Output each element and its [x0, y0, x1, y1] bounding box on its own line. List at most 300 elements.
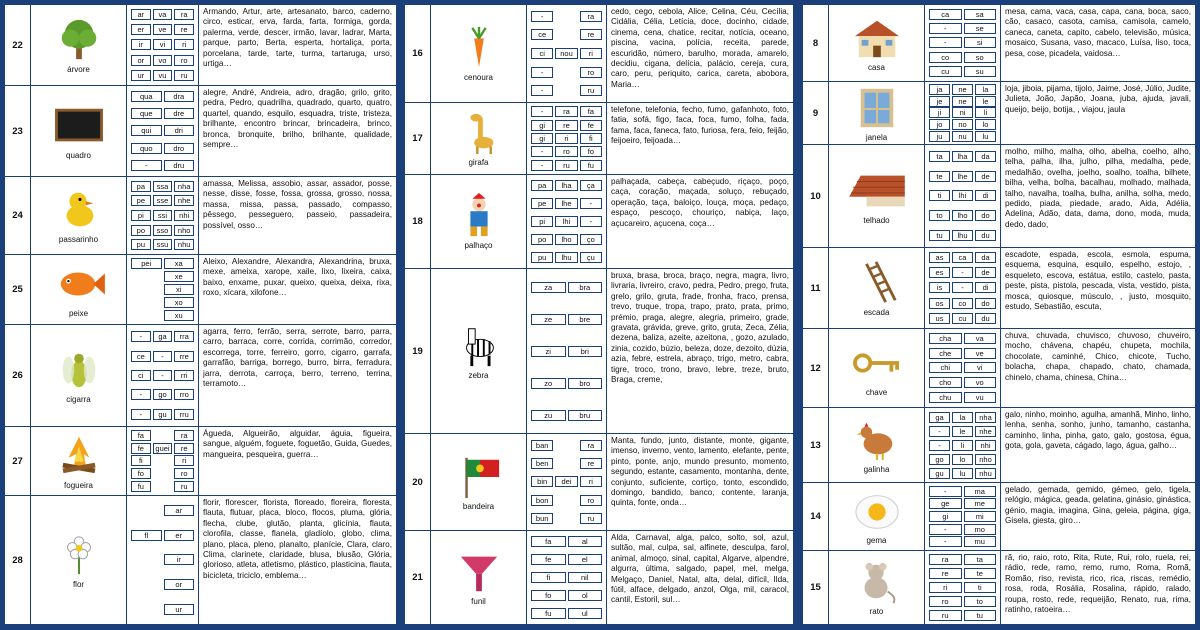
- syllable-line: [928, 582, 997, 593]
- syllable-line: [130, 39, 195, 50]
- syllable-cell: ju: [929, 131, 950, 142]
- syllable-grid: [925, 408, 1001, 482]
- picture-cell: [30, 496, 127, 624]
- syllable-line: [130, 455, 195, 466]
- syllable-cell: rro: [174, 389, 194, 400]
- syllable-cell: sso: [153, 225, 173, 236]
- syllable-cell: nha: [975, 412, 996, 423]
- lesson-number: 18: [412, 216, 423, 227]
- syllable-cell: -: [531, 67, 553, 78]
- picture-cell: [30, 86, 127, 176]
- syllable-cell: vu: [153, 70, 173, 81]
- syllable-line: [130, 225, 195, 236]
- syllable-cell: ti: [964, 582, 997, 593]
- syllable-cell: ci: [531, 48, 553, 59]
- syllable-cell: gi: [531, 120, 553, 131]
- syllable-cell: si: [964, 37, 997, 48]
- syllable-line: [928, 486, 997, 497]
- lesson-row: [5, 427, 396, 496]
- lesson-number: 15: [810, 582, 821, 593]
- syllable-cell: te: [964, 568, 997, 579]
- syllable-grid: [527, 269, 607, 433]
- picture-cell: [828, 329, 925, 407]
- syllable-cell: -: [929, 23, 962, 34]
- syllable-cell: -: [131, 389, 151, 400]
- syllable-cell: rre: [174, 351, 194, 362]
- word-list: galo, ninho, moinho, agulha, amanhã, Minho, linho, lenha, senha, sonho, junho, tamanho, castanha, caminho, linha, pinha, gato, galo, gostosa, égua, gota, gola, gaveta, cágado, lago, água, galho…: [1005, 410, 1191, 451]
- syllable-cell: sse: [153, 195, 173, 206]
- word-list: agarra, ferro, ferrão, serra, serrote, barro, parra, carro, barraca, corre, corrida, corrimão, corredor, escorrega, torre, ferreiro, gorro, cigarro, garrafa, garrafão, barriga, borrego, burro, birra, ferradura, jarra, derrota, carroça, berro, terreno, terrina, terramoto…: [203, 327, 392, 389]
- syllable-cell: nhi: [174, 210, 194, 221]
- lesson-row: [405, 103, 793, 175]
- syllable-line: [530, 410, 603, 421]
- lesson-row: [803, 483, 1195, 551]
- syllable-cell: or: [131, 55, 151, 66]
- picture-cell: [30, 5, 127, 85]
- syllable-line: [530, 495, 603, 506]
- picture-label: telhado: [863, 215, 890, 225]
- lesson-row: [803, 145, 1195, 248]
- syllable-cell: co: [929, 52, 962, 63]
- syllable-cell: li: [975, 107, 996, 118]
- syllable-cell: te: [929, 171, 950, 182]
- lesson-number: 10: [810, 190, 821, 202]
- word-list: palhaçada, cabeça, cabeçudo, riçaço, poço, caça, coração, maçada, soluço, rebuçado, operação, taça, baloiço, louça, moça, pedaço, espaço, pescoço, chouriço, nabiça, laço, açucareiro, açucena, coça…: [611, 177, 789, 228]
- syllable-cell: [131, 297, 162, 308]
- syllable-cell: ru: [555, 160, 577, 171]
- syllable-line: [530, 554, 603, 565]
- syllable-cell: fu: [531, 608, 566, 619]
- syllable-line: [928, 333, 997, 344]
- syllable-line: [530, 216, 603, 227]
- syllable-line: [130, 481, 195, 492]
- syllable-cell: -: [531, 146, 553, 157]
- syllable-line: [130, 239, 195, 250]
- syllable-line: [928, 107, 997, 118]
- key-icon: [846, 340, 908, 386]
- syllable-line: [130, 143, 195, 154]
- cicada-icon: [48, 347, 110, 393]
- syllable-line: [130, 9, 195, 20]
- syllable-cell: [131, 284, 162, 295]
- syllable-line: [130, 24, 195, 35]
- syllable-cell: go: [929, 454, 950, 465]
- syllable-cell: re: [174, 443, 194, 454]
- syllable-cell: lu: [975, 131, 996, 142]
- syllable-cell: nhu: [975, 468, 996, 479]
- lesson-row: [803, 408, 1195, 483]
- syllable-cell: nil: [568, 572, 603, 583]
- lesson-number: 25: [12, 284, 23, 295]
- syllable-cell: fu: [131, 481, 151, 492]
- syllable-cell: pei: [131, 258, 162, 269]
- syllable-grid: [925, 329, 1001, 407]
- syllable-cell: us: [929, 313, 950, 324]
- syllable-cell: ta: [929, 151, 950, 162]
- syllable-cell: dri: [164, 125, 195, 136]
- syllable-cell: lhi: [555, 216, 577, 227]
- ladder-icon: [846, 260, 908, 306]
- syllable-cell: dru: [164, 160, 195, 171]
- word-list: alegre, André, Andreia, adro, dragão, grilo, grito, pedra, Pedro, quadrilha, quadrado, quarto, quatro, quartel, quando, esquilo, esquadra, triste, tristeza, brilhante, encontro brincar, brincadeira, brinco, bronca, bronquite, brilho, brilhante, qualidade, sempre…: [203, 88, 392, 150]
- syllable-line: [130, 554, 195, 565]
- syllable-cell: su: [964, 66, 997, 77]
- syllable-cell: [131, 505, 162, 516]
- lesson-number: 17: [412, 133, 423, 144]
- flag-icon: [448, 454, 510, 500]
- syllable-cell: re: [929, 568, 962, 579]
- syllable-cell: fa: [131, 430, 151, 441]
- syllable-cell: bro: [568, 378, 603, 389]
- fish-icon: [48, 261, 110, 307]
- syllable-line: [130, 70, 195, 81]
- syllable-cell: -: [153, 351, 173, 362]
- syllable-cell: ir: [131, 39, 151, 50]
- syllable-line: [928, 536, 997, 547]
- syllable-cell: du: [975, 230, 996, 241]
- syllable-cell: bre: [568, 314, 603, 325]
- syllable-cell: ru: [929, 610, 962, 621]
- syllable-cell: jo: [929, 119, 950, 130]
- syllable-line: [530, 458, 603, 469]
- syllable-line: [530, 120, 603, 131]
- syllable-line: [928, 596, 997, 607]
- syllable-cell: [153, 481, 173, 492]
- syllable-cell: pi: [131, 210, 151, 221]
- mouse-icon: [846, 559, 908, 605]
- syllable-cell: ce: [131, 351, 151, 362]
- syllable-line: [928, 454, 997, 465]
- window-icon: [846, 85, 908, 131]
- syllable-cell: -: [952, 282, 973, 293]
- syllable-cell: la: [975, 84, 996, 95]
- lesson-row: [803, 551, 1195, 625]
- syllable-cell: pi: [531, 216, 553, 227]
- syllable-cell: zi: [531, 346, 566, 357]
- syllable-cell: ra: [174, 430, 194, 441]
- syllable-line: [530, 180, 603, 191]
- syllable-cell: va: [153, 9, 173, 20]
- syllable-cell: [555, 29, 577, 40]
- syllable-cell: xe: [164, 271, 195, 282]
- syllable-cell: ur: [164, 604, 195, 615]
- funnel-icon: [448, 549, 510, 595]
- syllable-cell: bru: [568, 410, 603, 421]
- syllable-cell: -: [531, 85, 553, 96]
- roof-icon: [846, 168, 908, 214]
- syllable-cell: ro: [580, 67, 602, 78]
- picture-label: cenoura: [464, 73, 493, 82]
- syllable-cell: ra: [580, 440, 602, 451]
- syllable-cell: ban: [531, 440, 553, 451]
- picture-cell: [430, 103, 527, 174]
- word-list: telefone, telefonia, fecho, fumo, gafanhoto, foto, fatia, sofá, figo, faca, foca, fumo, folha, fada, fama, faca, faneca, fato, furiosa, fera, feio, feijão, feijoeiro, feijoada…: [611, 105, 789, 146]
- syllable-cell: dro: [164, 143, 195, 154]
- syllable-cell: ci: [131, 370, 151, 381]
- syllable-line: [928, 468, 997, 479]
- syllable-cell: le: [975, 96, 996, 107]
- syllable-cell: [555, 85, 577, 96]
- syllable-cell: [131, 604, 162, 615]
- syllable-line: [928, 210, 997, 221]
- syllable-line: [928, 267, 997, 278]
- syllable-grid: [925, 551, 1001, 624]
- syllable-cell: li: [952, 440, 973, 451]
- syllable-cell: [555, 11, 577, 22]
- syllable-line: [928, 230, 997, 241]
- syllable-line: [530, 572, 603, 583]
- syllable-cell: di: [975, 190, 996, 201]
- syllable-line: [928, 151, 997, 162]
- syllable-cell: ru: [174, 70, 194, 81]
- word-list: escadote, espada, escola, esmola, espuma, esquema, esquina, esquilo, espelho, estojo, , esqueleto, escova, estátua, estilo, castelo, pasta, peste, pista, pistola, pescada, vista, vestido, pista, mosca, quiosque, músculo, , justo, mosquito, estudo, Sebastião, escuta,: [1005, 250, 1191, 312]
- syllable-cell: lho: [952, 210, 973, 221]
- syllable-line: [130, 125, 195, 136]
- syllable-line: [530, 476, 603, 487]
- syllable-cell: so: [964, 52, 997, 63]
- word-list: bruxa, brasa, broca, braço, negra, magra, livro, livraria, livreiro, cravo, pedra, Pedro, prego, fruta, grelo, grilo, gruta, frade, fronha, fraco, prensa, trevo, truque, tropa, trapo, prato, prata, primo, prémio, praga, alegre, alegria, primeiro, grade, gravata, grávida, greve, grito, gruta, Zeca, Zélia, dezena, baliza, azeite, azeitona, , gozo, azulado, zinia, cozido, búzio, beleza, doze, dezoito, dúzia, azia, febre, estrela, abraço, trigo, metro, cabra, tigre, troco, trono, bravo, lebre, treze, bruto, Braga, creme,: [611, 271, 789, 385]
- syllable-cell: bra: [568, 282, 603, 293]
- syllable-cell: -: [531, 160, 553, 171]
- lesson-number: 12: [810, 362, 821, 374]
- syllable-cell: ru: [580, 85, 602, 96]
- lesson-number: 19: [412, 345, 423, 357]
- syllable-line: [530, 198, 603, 209]
- syllable-cell: fa: [531, 536, 566, 547]
- lesson-number: 13: [810, 439, 821, 451]
- syllable-cell: bin: [531, 476, 553, 487]
- lesson-row: [5, 177, 396, 255]
- syllable-cell: dre: [164, 108, 195, 119]
- syllable-line: [928, 440, 997, 451]
- lesson-number: 20: [412, 476, 423, 488]
- syllable-cell: mi: [964, 511, 997, 522]
- syllable-cell: -: [929, 37, 962, 48]
- syllable-line: [530, 85, 603, 96]
- syllable-cell: le: [952, 426, 973, 437]
- syllable-line: [130, 271, 195, 282]
- syllable-line: [130, 604, 195, 615]
- syllable-line: [928, 37, 997, 48]
- syllable-grid: [127, 427, 199, 495]
- zebra-icon: [448, 323, 510, 369]
- syllable-cell: cha: [929, 333, 962, 344]
- syllable-cell: fe: [131, 443, 151, 454]
- hen-icon: [846, 417, 908, 463]
- syllable-cell: ra: [580, 11, 602, 22]
- syllable-cell: nhu: [174, 239, 194, 250]
- syllable-line: [928, 524, 997, 535]
- syllable-grid: [127, 496, 199, 624]
- syllable-cell: as: [929, 252, 950, 263]
- syllable-line: [130, 430, 195, 441]
- syllable-cell: re: [555, 120, 577, 131]
- syllable-cell: ma: [964, 486, 997, 497]
- syllable-cell: vu: [964, 392, 997, 403]
- syllable-line: [530, 536, 603, 547]
- picture-label: chave: [865, 387, 888, 397]
- syllable-line: [928, 23, 997, 34]
- syllable-grid: [925, 248, 1001, 328]
- syllable-cell: nhe: [174, 195, 194, 206]
- syllable-cell: zo: [531, 378, 566, 389]
- syllable-cell: cho: [929, 377, 962, 388]
- syllable-cell: ri: [174, 455, 194, 466]
- syllable-cell: lo: [952, 454, 973, 465]
- syllable-line: [530, 234, 603, 245]
- syllable-cell: gi: [929, 511, 962, 522]
- syllable-cell: ni: [952, 107, 973, 118]
- syllable-cell: po: [531, 234, 553, 245]
- picture-cell: [828, 5, 925, 81]
- syllable-cell: fe: [531, 554, 566, 565]
- syllable-cell: [555, 513, 577, 524]
- tree-icon: [48, 17, 110, 63]
- syllable-cell: fo: [131, 468, 151, 479]
- syllable-cell: gu: [929, 468, 950, 479]
- syllable-cell: ra: [174, 9, 194, 20]
- syllable-cell: [555, 67, 577, 78]
- column-panel-3: [803, 5, 1195, 625]
- syllable-line: [530, 160, 603, 171]
- syllable-line: [130, 91, 195, 102]
- lesson-number: 9: [812, 107, 819, 119]
- picture-label: funil: [471, 597, 486, 606]
- syllable-line: [928, 610, 997, 621]
- syllable-cell: ne: [952, 96, 973, 107]
- syllable-cell: cu: [952, 313, 973, 324]
- syllable-cell: fe: [580, 120, 602, 131]
- picture-label: zebra: [468, 370, 489, 380]
- syllable-cell: re: [174, 24, 194, 35]
- word-list: chuva, chuvada, chuvisco, chuvoso, chuveiro, mocho, chávena, chapéu, chupeta, mochila, chocolate, caminhé, Chico, chicote, Tucho, bolacha, chapa, chapado, chato, chamada, chinelo, chama, chinesa, China…: [1005, 331, 1191, 382]
- syllable-line: [130, 351, 195, 362]
- word-list: Manta, fundo, junto, distante, monte, gigante, imenso, inverno, vento, lamento, elefante, pente, pinto, ponte, anjo, mundo presunto, momento, segundo, estante, casamento, montanha, dente, conjunto, suficiente, cortiço, tonto, escondido, domingo, bandido, banco, contente, laranja, quinta, fonte, onda…: [611, 436, 789, 508]
- lesson-row: [5, 86, 396, 177]
- syllable-line: [130, 210, 195, 221]
- syllable-line: [130, 55, 195, 66]
- syllable-line: [130, 409, 195, 420]
- syllable-cell: la: [952, 412, 973, 423]
- clown-icon: [448, 193, 510, 239]
- syllable-cell: ge: [929, 498, 962, 509]
- lesson-number: 26: [12, 370, 23, 381]
- syllable-cell: ri: [174, 39, 194, 50]
- syllable-cell: -: [929, 536, 962, 547]
- syllable-cell: zu: [531, 410, 566, 421]
- picture-cell: [828, 248, 925, 328]
- syllable-cell: vo: [153, 55, 173, 66]
- word-list: amassa, Melissa, assobio, assar, assador, posse, nesse, disse, fosse, fossa, grossa, grosso, nossa, massa, missa, passa, passado, compasso, pêssego, pesseguero, passeio, passadeira, possível, osso…: [203, 179, 392, 230]
- syllable-line: [928, 96, 997, 107]
- syllable-cell: ri: [555, 133, 577, 144]
- syllable-cell: [131, 310, 162, 321]
- syllable-line: [130, 195, 195, 206]
- syllable-cell: de: [975, 267, 996, 278]
- lesson-row: [5, 496, 396, 625]
- syllable-line: [928, 392, 997, 403]
- syllable-cell: lho: [555, 234, 577, 245]
- syllable-line: [130, 443, 195, 454]
- syllable-cell: ri: [580, 476, 602, 487]
- syllable-cell: ca: [929, 9, 962, 20]
- syllable-cell: tu: [964, 610, 997, 621]
- syllable-cell: [153, 430, 173, 441]
- syllable-cell: ro: [174, 55, 194, 66]
- syllable-cell: ar: [164, 505, 195, 516]
- syllable-cell: fi: [131, 455, 151, 466]
- syllable-cell: -: [580, 216, 602, 227]
- syllable-cell: lhe: [555, 198, 577, 209]
- syllable-cell: pu: [131, 239, 151, 250]
- syllable-line: [130, 579, 195, 590]
- syllable-cell: lha: [952, 151, 973, 162]
- syllable-grid: [527, 175, 607, 268]
- lesson-number: 11: [810, 282, 821, 294]
- syllable-cell: lha: [555, 180, 577, 191]
- syllable-cell: dei: [555, 476, 577, 487]
- picture-cell: [430, 269, 527, 433]
- syllable-line: [530, 282, 603, 293]
- syllable-cell: -: [131, 160, 162, 171]
- picture-label: bandeira: [462, 501, 495, 511]
- lesson-row: [803, 329, 1195, 408]
- fire-icon: [48, 433, 110, 479]
- lesson-number: 21: [412, 572, 423, 583]
- word-list: Armando, Artur, arte, artesanato, barco, caderno, circo, esticar, erva, farda, farta, formiga, gorda, palerma, verde, descer, irmão, lavar, ladrar, Marta, parque, parto, Berta, esperta, hortaliça, porta, porcelana, tarde, tarte, turma, tartaruga, urso, urtiga…: [203, 7, 392, 69]
- syllable-cell: -: [929, 426, 950, 437]
- syllable-cell: tu: [929, 230, 950, 241]
- syllable-cell: ta: [964, 554, 997, 565]
- syllable-grid: [925, 145, 1001, 247]
- syllable-line: [130, 370, 195, 381]
- syllable-cell: gi: [531, 133, 553, 144]
- syllable-cell: to: [964, 596, 997, 607]
- syllable-cell: dra: [164, 91, 195, 102]
- syllable-cell: er: [131, 24, 151, 35]
- syllable-cell: rri: [174, 370, 194, 381]
- picture-label: rato: [869, 607, 884, 616]
- syllable-cell: -: [929, 524, 962, 535]
- syllable-cell: ssi: [153, 210, 173, 221]
- syllable-line: [928, 298, 997, 309]
- picture-cell: [430, 531, 527, 624]
- lesson-number: 22: [12, 39, 23, 51]
- picture-label: galinha: [863, 464, 890, 474]
- syllable-cell: -: [929, 486, 962, 497]
- syllable-cell: que: [131, 108, 162, 119]
- word-list: rã, rio, raio, roto, Rita, Rute, Rui, rolo, ruela, rei, rádio, rede, ramo, remo, rumo, Roma, Romã, Romão, riso, revista, rico, rica, riscas, remédio, rosa, roda, Rosália, Rosalina, rápido, ralado, roupa, rosto, rede, requeijão, Renato, rua, rima, ratinho, ratoeira…: [1005, 553, 1191, 615]
- syllable-cell: el: [568, 554, 603, 565]
- syllable-cell: [555, 458, 577, 469]
- syllable-cell: do: [975, 210, 996, 221]
- syllable-grid: [925, 5, 1001, 81]
- syllable-line: [928, 568, 997, 579]
- syllable-cell: vi: [153, 39, 173, 50]
- lesson-number: 23: [12, 125, 23, 137]
- syllable-cell: du: [975, 313, 996, 324]
- picture-label: escada: [863, 307, 890, 317]
- syllable-cell: ço: [580, 234, 602, 245]
- flower-icon: [48, 532, 110, 578]
- syllable-grid: [527, 434, 607, 530]
- syllable-line: [928, 131, 997, 142]
- syllable-cell: guei: [153, 443, 173, 454]
- picture-label: girafa: [468, 158, 489, 167]
- syllable-cell: xo: [164, 297, 195, 308]
- syllable-cell: os: [929, 298, 950, 309]
- syllable-cell: qua: [131, 91, 162, 102]
